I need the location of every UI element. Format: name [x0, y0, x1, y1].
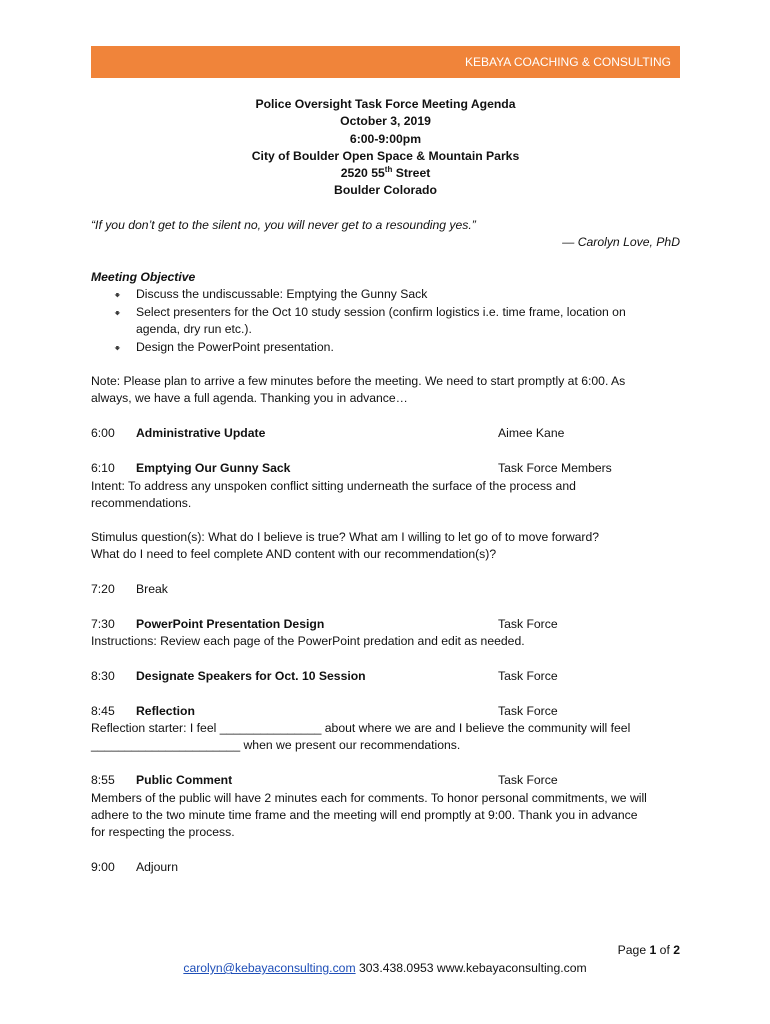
- agenda-title: Break: [136, 582, 168, 596]
- agenda-time: 7:20: [91, 582, 115, 596]
- note-line: always, we have a full agenda. Thanking you in advance…: [91, 391, 408, 405]
- agenda-time: 6:00: [91, 426, 115, 440]
- objective-heading: Meeting Objective: [91, 270, 196, 284]
- page-number: Page 1 of 2: [617, 943, 680, 957]
- agenda-description: adhere to the two minute time frame and the meeting will end promptly at 9:00. Thank you in advance: [91, 808, 638, 822]
- agenda-title: Public Comment: [136, 773, 233, 787]
- objective-bullet: Discuss the undiscussable: Emptying the Gunny Sack: [136, 287, 428, 301]
- agenda-time: 7:30: [91, 617, 115, 631]
- agenda-description: Intent: To address any unspoken conflict sitting underneath the surface of the process and: [91, 479, 576, 493]
- company-name: KEBAYA COACHING & CONSULTING: [464, 55, 671, 69]
- agenda-description: Instructions: Review each page of the PowerPoint predation and edit as needed.: [91, 634, 525, 648]
- agenda-owner: Task Force Members: [498, 461, 612, 475]
- agenda-time: 9:00: [91, 860, 115, 874]
- agenda-title: Adjourn: [136, 860, 179, 874]
- objective-bullet-continued: agenda, dry run etc.).: [136, 322, 252, 336]
- agenda-owner: Task Force: [498, 669, 558, 683]
- objective-bullet: Select presenters for the Oct 10 study session (confirm logistics i.e. time frame, location on: [136, 305, 626, 319]
- agenda-description: recommendations.: [91, 496, 192, 510]
- agenda-time: 8:45: [91, 704, 115, 718]
- phone-website: 303.438.0953 www.kebayaconsulting.com: [355, 961, 587, 975]
- footer-contact: [0, 961, 770, 975]
- agenda-time: 6:10: [91, 461, 115, 475]
- agenda-owner: Task Force: [498, 773, 558, 787]
- agenda-time: 8:55: [91, 773, 115, 787]
- email-link[interactable]: carolyn@kebayaconsulting.com: [183, 961, 356, 975]
- agenda-description: for respecting the process.: [91, 825, 235, 839]
- quote-attribution: ― Carolyn Love, PhD: [562, 235, 680, 249]
- agenda-title: PowerPoint Presentation Design: [136, 617, 325, 631]
- meeting-date: October 3, 2019: [340, 114, 431, 129]
- agenda-time: 8:30: [91, 669, 115, 683]
- agenda-description: Reflection starter: I feel _______________ about where we are and I believe the community will feel: [91, 721, 631, 735]
- note-line: Note: Please plan to arrive a few minutes before the meeting. We need to start promptly at 6:00. As: [91, 374, 626, 388]
- title-block: [91, 96, 680, 200]
- down-arrow-bullet-icon: 🠻: [114, 308, 121, 320]
- meeting-time: 6:00-9:00pm: [349, 131, 422, 146]
- agenda-description: Members of the public will have 2 minutes each for comments. To honor personal commitments, we will: [91, 791, 647, 805]
- agenda-owner: Task Force: [498, 704, 558, 718]
- down-arrow-bullet-icon: 🠻: [114, 290, 121, 302]
- agenda-title: Designate Speakers for Oct. 10 Session: [136, 669, 366, 683]
- meeting-venue: City of Boulder Open Space & Mountain Parks: [251, 148, 520, 163]
- meeting-address: 2520 55th Street: [340, 165, 431, 181]
- agenda-owner: Task Force: [498, 617, 558, 631]
- stimulus-question: What do I need to feel complete AND content with our recommendation(s)?: [91, 547, 497, 561]
- objective-bullet: Design the PowerPoint presentation.: [136, 340, 334, 354]
- agenda-owner: Aimee Kane: [498, 426, 565, 440]
- agenda-description: ______________________ when we present our recommendations.: [91, 738, 461, 752]
- meeting-title: Police Oversight Task Force Meeting Agenda: [255, 97, 516, 111]
- stimulus-question: Stimulus question(s): What do I believe is true? What am I willing to let go of to move forward?: [91, 530, 600, 544]
- agenda-title: Emptying Our Gunny Sack: [136, 461, 291, 475]
- agenda-title: Administrative Update: [136, 426, 266, 440]
- meeting-city: Boulder Colorado: [334, 183, 437, 198]
- header-bar: [91, 46, 680, 78]
- agenda-title: Reflection: [136, 704, 195, 718]
- quote-text: “If you don’t get to the silent no, you will never get to a resounding yes.”: [91, 218, 476, 232]
- down-arrow-bullet-icon: 🠻: [114, 343, 121, 355]
